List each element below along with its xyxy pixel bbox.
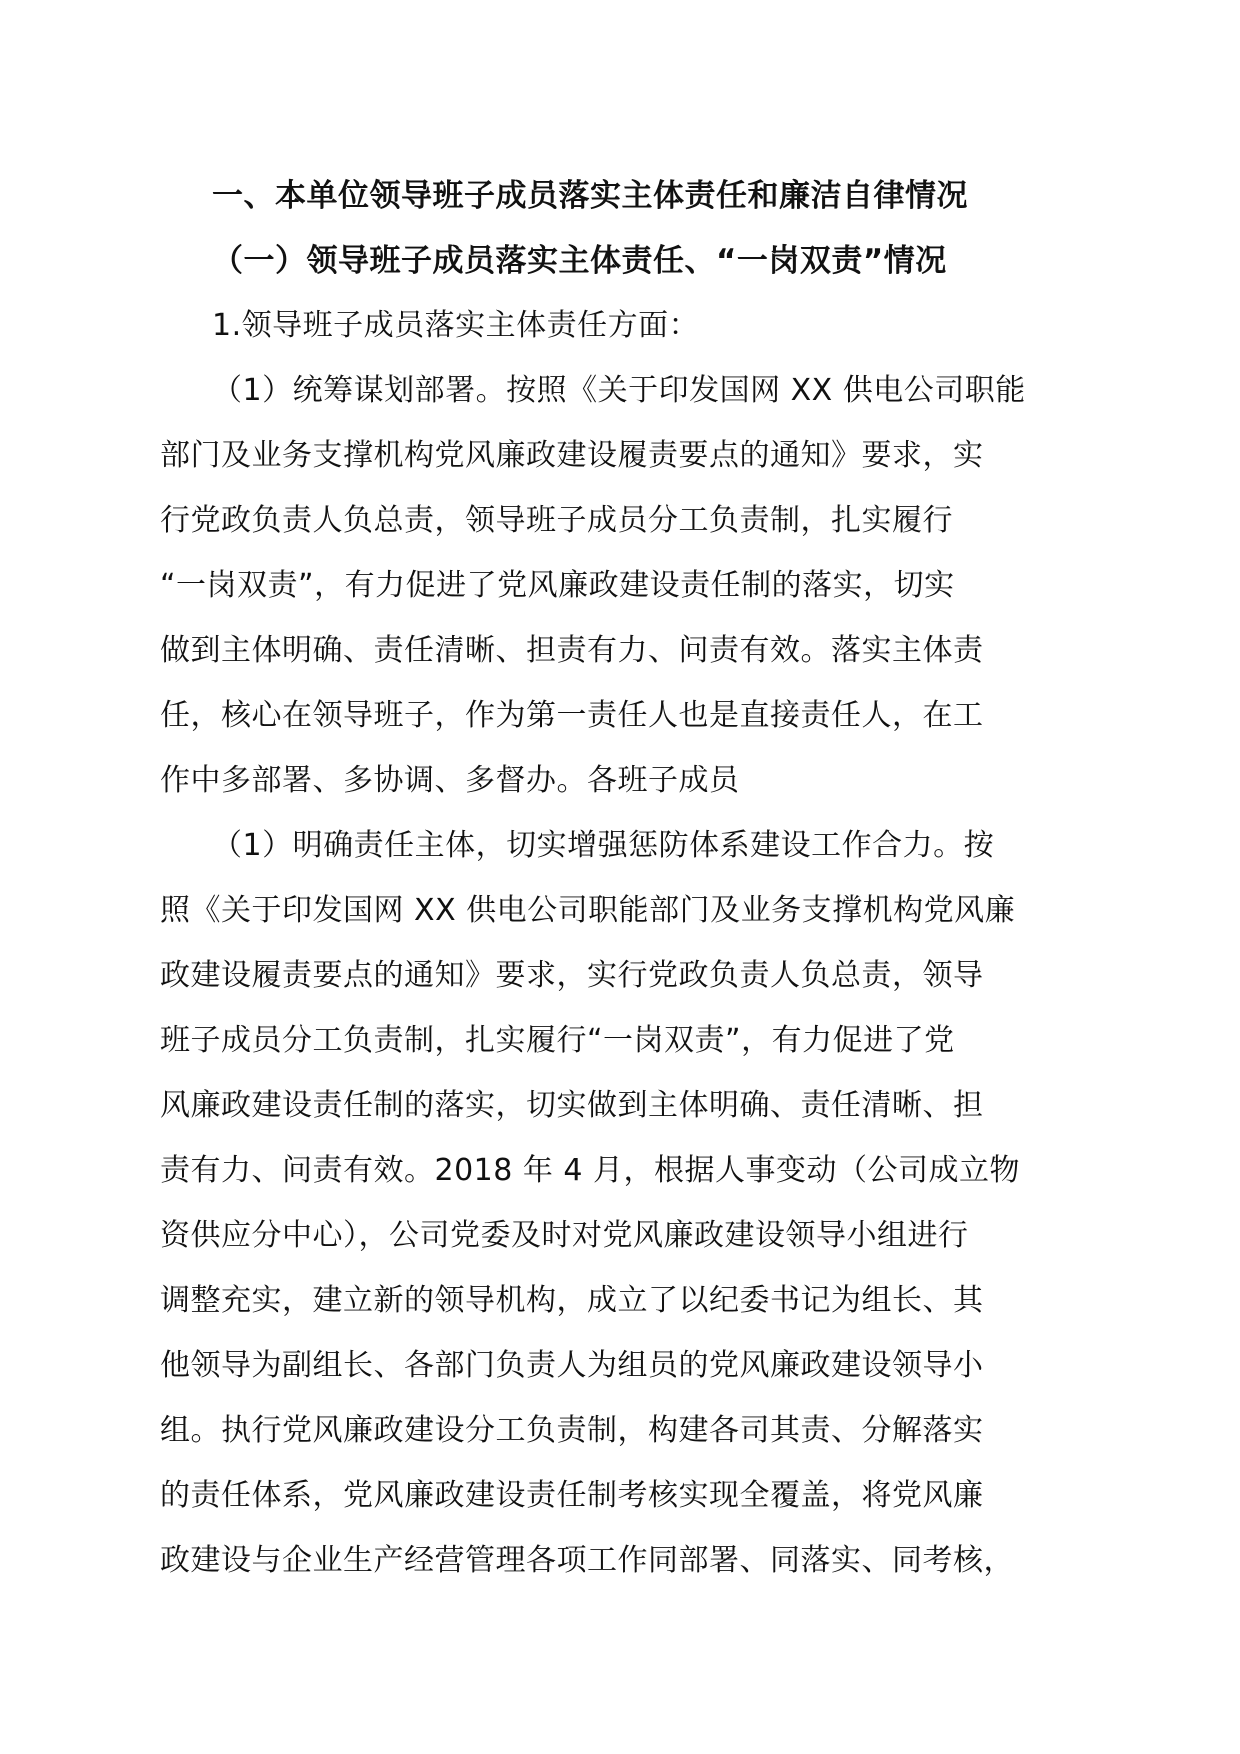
paragraph-2-line: 班子成员分工负责制，扎实履行“一岗双责”，有力促进了党 bbox=[160, 1023, 955, 1058]
paragraph-2-line: 风廉政建设责任制的落实，切实做到主体明确、责任清晰、担 bbox=[160, 1088, 984, 1123]
paragraph-2-line: 政建设履责要点的通知》要求，实行党政负责人负总责，领导 bbox=[160, 958, 984, 993]
paragraph-1-line: 作中多部署、多协调、多督办。各班子成员 bbox=[160, 763, 740, 798]
paragraph-1-line: 任，核心在领导班子，作为第一责任人也是直接责任人，在工 bbox=[160, 698, 984, 733]
paragraph-1-line: “一岗双责”，有力促进了党风廉政建设责任制的落实，切实 bbox=[160, 568, 955, 603]
paragraph-2-line: （1）明确责任主体，切实增强惩防体系建设工作合力。按 bbox=[212, 828, 995, 863]
paragraph-2-line: 责有力、问责有效。2018 年 4 月，根据人事变动（公司成立物 bbox=[160, 1153, 1021, 1188]
paragraph-2-line: 照《关于印发国网 XX 供电公司职能部门及业务支撑机构党风廉 bbox=[160, 893, 1016, 928]
paragraph-1-line: 部门及业务支撑机构党风廉政建设履责要点的通知》要求，实 bbox=[160, 438, 984, 473]
paragraph-2-line: 他领导为副组长、各部门负责人为组员的党风廉政建设领导小 bbox=[160, 1348, 984, 1383]
paragraph-2-line: 政建设与企业生产经营管理各项工作同部署、同落实、同考核， bbox=[160, 1543, 1014, 1578]
paragraph-2-line: 调整充实，建立新的领导机构，成立了以纪委书记为组长、其 bbox=[160, 1283, 984, 1318]
paragraph-1-line: 行党政负责人负总责，领导班子成员分工负责制，扎实履行 bbox=[160, 503, 953, 538]
heading-level-2: （一）领导班子成员落实主体责任、“一岗双责”情况 bbox=[212, 243, 947, 279]
paragraph-2-line: 资供应分中心），公司党委及时对党风廉政建设领导小组进行 bbox=[160, 1218, 969, 1253]
paragraph-1-line: 做到主体明确、责任清晰、担责有力、问责有效。落实主体责 bbox=[160, 633, 984, 668]
paragraph-2-line: 组。执行党风廉政建设分工负责制，构建各司其责、分解落实 bbox=[160, 1413, 984, 1448]
subheading: 1.领导班子成员落实主体责任方面： bbox=[212, 308, 700, 343]
paragraph-1-line: （1）统筹谋划部署。按照《关于印发国网 XX 供电公司职能 bbox=[212, 373, 1026, 408]
heading-level-1: 一、本单位领导班子成员落实主体责任和廉洁自律情况 bbox=[212, 178, 968, 214]
paragraph-2-line: 的责任体系，党风廉政建设责任制考核实现全覆盖，将党风廉 bbox=[160, 1478, 984, 1513]
